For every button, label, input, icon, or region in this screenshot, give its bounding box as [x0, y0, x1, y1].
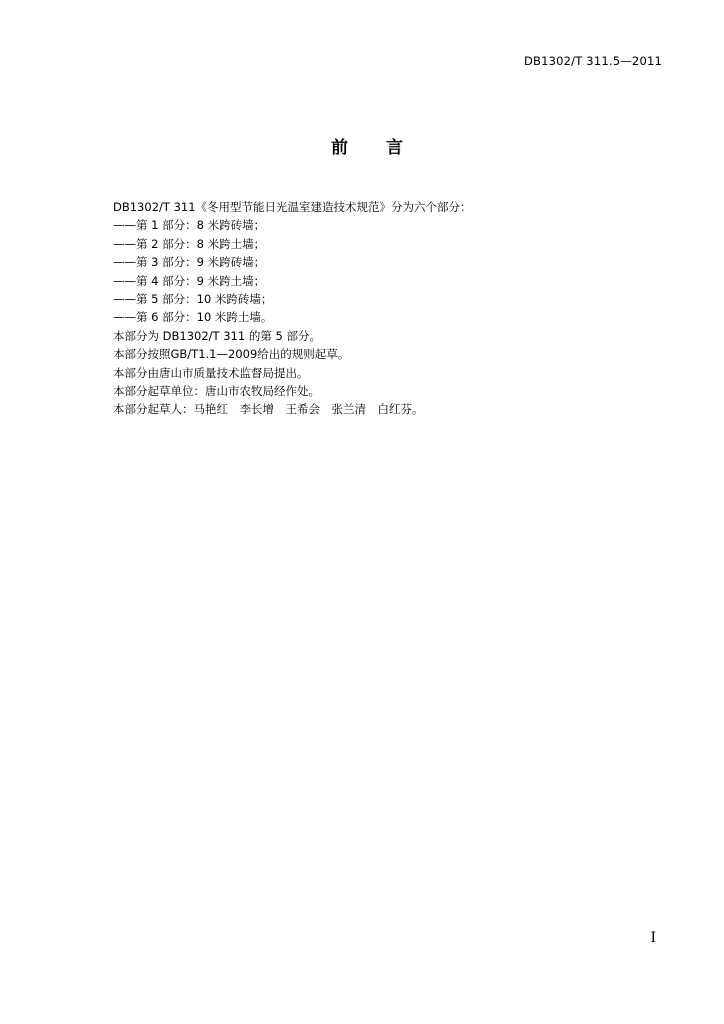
proposer-line: 本部分由唐山市质量技术监督局提出。 — [113, 365, 309, 380]
page-title: 前言 — [331, 138, 441, 158]
foreword-body — [113, 198, 673, 419]
intro-line: DB1302/T 311《冬用型节能日光温室建造技术规范》分为六个部分： — [113, 200, 472, 214]
standard-code: DB1302/T 311.5—2011 — [523, 54, 662, 68]
this-part-line: 本部分为 DB1302/T 311 的第 5 部分。 — [113, 328, 321, 343]
part-5-line: ——第 5 部分：10 米跨砖墙； — [113, 291, 273, 306]
drafters-line: 本部分起草人：马艳红 李长增 王希会 张兰清 白红芬。 — [113, 402, 424, 417]
part-6-line: ——第 6 部分：10 米跨土墙。 — [113, 310, 273, 325]
part-4-line: ——第 4 部分：9 米跨土墙； — [113, 273, 266, 288]
part-2-line: ——第 2 部分：8 米跨土墙； — [113, 236, 266, 251]
drafting-unit-line: 本部分起草单位：唐山市农牧局经作处。 — [113, 383, 320, 398]
part-3-line: ——第 3 部分：9 米跨砖墙； — [113, 255, 266, 270]
part-1-line: ——第 1 部分：8 米跨砖墙； — [113, 218, 266, 233]
page-number: I — [650, 930, 656, 946]
drafting-rules-line: 本部分按照GB/T1.1—2009给出的规则起草。 — [113, 347, 350, 362]
